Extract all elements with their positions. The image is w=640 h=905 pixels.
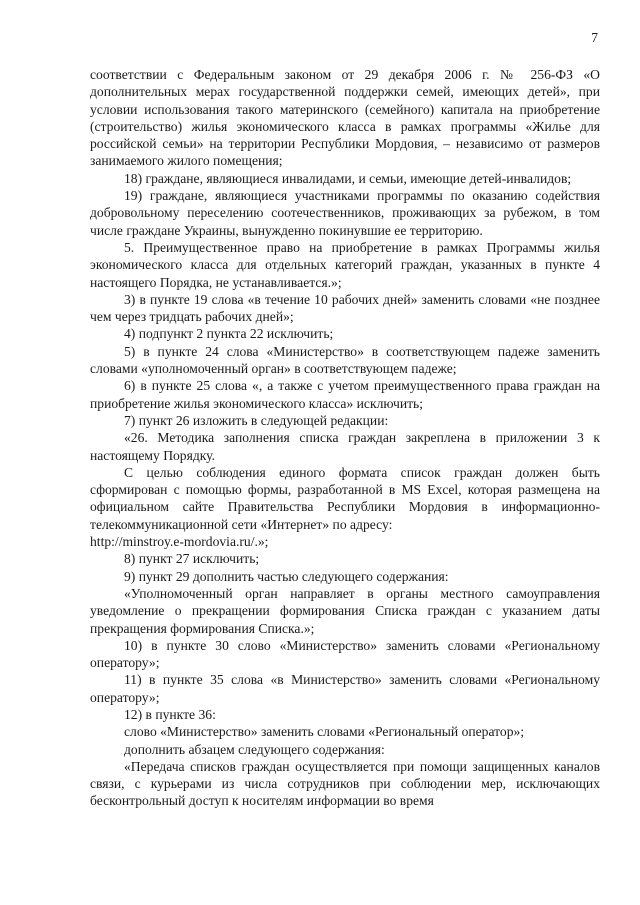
paragraph: «26. Методика заполнения списка граждан закреплена в приложении 3 к настоящему Порядку. (90, 430, 600, 463)
paragraph: 18) граждане, являющиеся инвалидами, и семьи, имеющие детей-инвалидов; (124, 170, 572, 186)
paragraph: дополнить абзацем следующего содержания: (124, 741, 385, 757)
url-text: http://minstroy.e-mordovia.ru/.»; (90, 534, 269, 550)
paragraph: 4) подпункт 2 пункта 22 исключить; (124, 326, 334, 342)
document-body (90, 66, 600, 810)
paragraph: 8) пункт 27 исключить; (124, 551, 260, 567)
paragraph: 10) в пункте 30 слово «Министерство» заменить словами «Региональному оператору»; (90, 637, 600, 671)
paragraph: 5) в пункте 24 слова «Министерство» в соответствующем падеже заменить словами «уполномоченный орган» в соответствующем падеже; (90, 343, 600, 377)
paragraph: 9) пункт 29 дополнить частью следующего содержания: (124, 568, 449, 584)
paragraph: «Уполномоченный орган направляет в органы местного самоуправления уведомление о прекращении формирования Списка граждан с указанием даты прекращения формирования Списка.»; (90, 585, 600, 636)
paragraph: 7) пункт 26 изложить в следующей редакции: (124, 412, 389, 428)
paragraph: 12) в пункте 36: (124, 706, 216, 722)
paragraph: 11) в пункте 35 слова «в Министерство» заменить словами «Региональному оператору»; (90, 672, 600, 705)
paragraph: соответствии с Федеральным законом от 29 декабря 2006 г. № 256-ФЗ «О дополнительных мерах государственной поддержки семей, имеющих детей», при условии использования такого материнского (семейного) капитала на приобретение (строительство) жилья экономического класса в рамках программы «Жилье для российской семьи» на территории Республики Мордовия, – независимо от размеров занимаемого жилого помещения; (90, 67, 600, 169)
paragraph: «Передача списков граждан осуществляется при помощи защищенных каналов связи, с курьерами из числа сотрудников при соблюдении мер, исключающих бесконтрольный доступ к носителям информации во время (90, 758, 600, 809)
paragraph: 5. Преимущественное право на приобретение в рамках Программы жилья экономического класса для отдельных категорий граждан, указанных в пункте 4 настоящего Порядка, не устанавливается.»; (90, 239, 600, 290)
paragraph: 3) в пункте 19 слова «в течение 10 рабочих дней» заменить словами «не позднее чем через тридцать рабочих дней»; (90, 291, 600, 325)
paragraph: 6) в пункте 25 слова «, а также с учетом преимущественного права граждан на приобретение жилья экономического класса» исключить; (90, 378, 600, 411)
paragraph: слово «Министерство» заменить словами «Региональный оператор»; (124, 724, 525, 740)
paragraph: 19) граждане, являющиеся участниками программы по оказанию содействия добровольному переселению соотечественников, проживающих за рубежом, в том числе граждане Украины, вынужденно покинувшие ее территорию. (90, 188, 600, 238)
page-number: 7 (591, 30, 598, 45)
paragraph: С целью соблюдения единого формата список граждан должен быть сформирован с помощью формы, разработанной в MS Excel, которая размещена на официальном сайте Правительства Республики Мордовия в информационно-телекоммуникационной сети «Интернет» по адресу: (90, 464, 600, 532)
